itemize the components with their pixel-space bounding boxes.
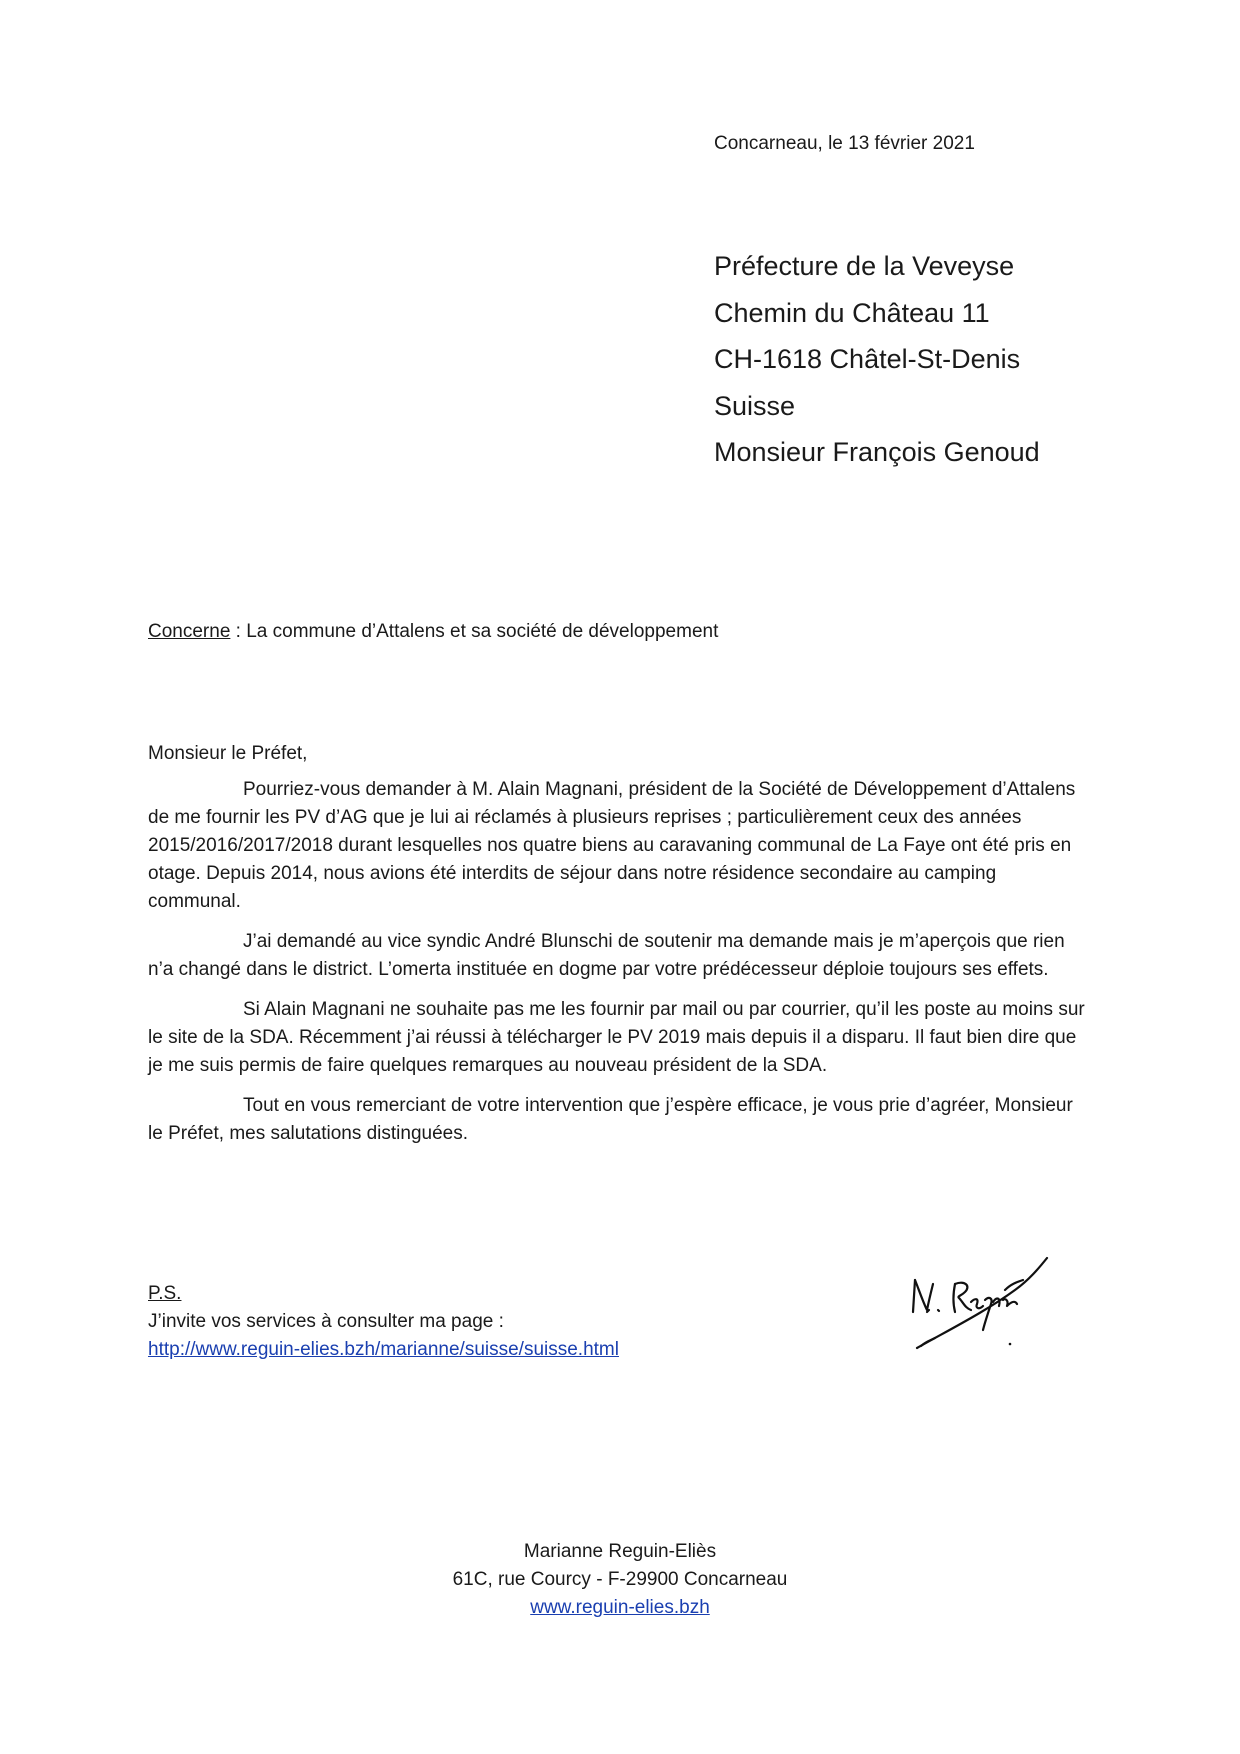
recipient-line: Préfecture de la Veveyse — [714, 251, 1015, 281]
recipient-line: Suisse — [714, 390, 796, 421]
body-paragraph: J’ai demandé au vice syndic André Blunschi de soutenir ma demande mais je m’aperçois que rien n’a changé dans le district. L’omerta instituée en dogme par votre prédécesseur déploie toujours ses effets. — [148, 931, 1065, 980]
handwritten-signature — [905, 1250, 1055, 1355]
recipient-line: Monsieur François Genoud — [714, 437, 1040, 467]
ps-link[interactable]: http://www.reguin-elies.bzh/marianne/suisse/suisse.html — [148, 1339, 619, 1360]
sender-website-link[interactable]: www.reguin-elies.bzh — [530, 1597, 710, 1618]
letter-footer — [0, 1538, 1240, 1622]
recipient-address — [714, 243, 1040, 476]
recipient-line: CH-1618 Châtel-St-Denis — [714, 344, 1021, 374]
body-paragraph: Tout en vous remerciant de votre intervention que j’espère efficace, je vous prie d’agréer, Monsieur le Préfet, mes salutations distinguées. — [148, 1095, 1073, 1144]
subject-label: Concerne — [148, 621, 231, 642]
letter-body — [148, 740, 1088, 1160]
letter-date: Concarneau, le 13 février 2021 — [714, 133, 975, 154]
postscript — [148, 1280, 619, 1364]
subject-text: : La commune d’Attalens et sa société de développement — [230, 621, 719, 642]
sender-address: 61C, rue Courcy - F-29900 Concarneau — [452, 1569, 788, 1590]
recipient-line: Chemin du Château 11 — [714, 297, 990, 328]
sender-name: Marianne Reguin-Eliès — [523, 1541, 717, 1562]
ps-label: P.S. — [148, 1283, 182, 1304]
ps-text: J’invite vos services à consulter ma page : — [148, 1311, 504, 1332]
greeting: Monsieur le Préfet, — [148, 743, 308, 764]
body-paragraph: Pourriez-vous demander à M. Alain Magnani, président de la Société de Développement d’Attalens de me fournir les PV d’AG que je lui ai réclamés à plusieurs reprises ; particulièrement ceux des années 2015/2016/2017/2018 durant lesquelles nos quatre biens au caravaning communal de La Faye ont été pris en otage. Depuis 2014, nous avions été interdits de séjour dans notre résidence secondaire au camping communal. — [148, 779, 1076, 912]
subject-line — [148, 621, 718, 643]
body-paragraph: Si Alain Magnani ne souhaite pas me les fournir par mail ou par courrier, qu’il les poste au moins sur le site de la SDA. Récemment j’ai réussi à télécharger le PV 2019 mais depuis il a disparu. Il faut bien dire que je me suis permis de faire quelques remarques au nouveau président de la SDA. — [148, 999, 1085, 1076]
